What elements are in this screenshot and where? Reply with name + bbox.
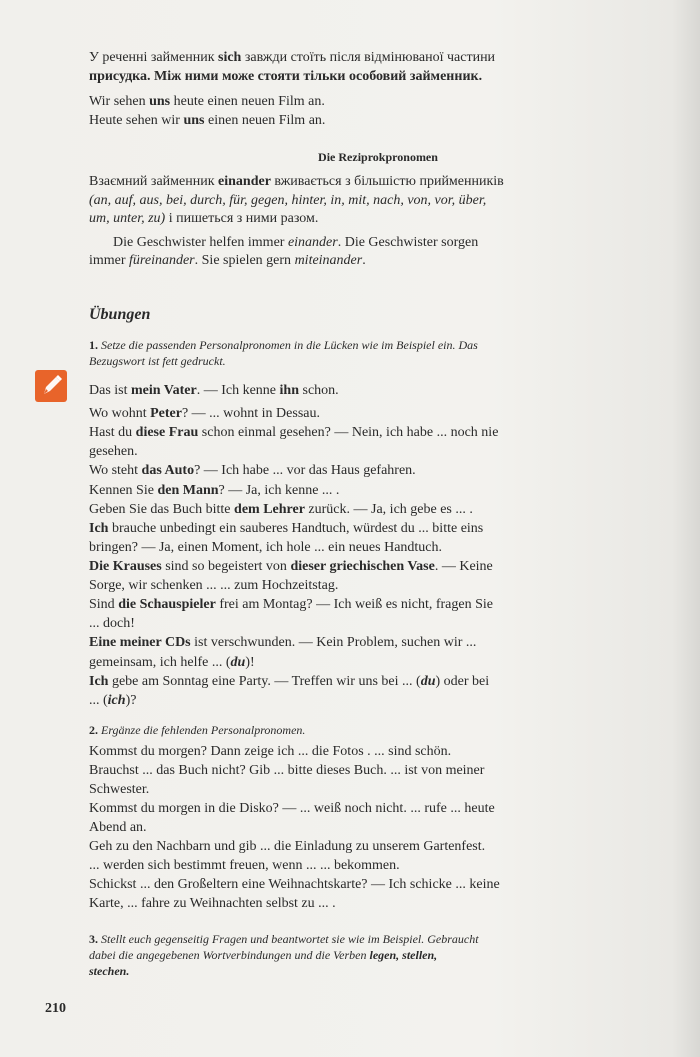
text-segment: ? — Ja, ich kenne ... . (218, 483, 340, 498)
text-segment: . — Keine (434, 559, 493, 574)
exercise-1-instruction-1: 1. Setze die passenden Personalpronomen in die Lücken wie im Beispiel ein. Das (89, 338, 478, 352)
exercise-2-line: Abend an. (89, 820, 147, 835)
text-segment: Hast du (89, 425, 136, 440)
text-segment: ... doch! (89, 616, 135, 631)
text-segment: ist verschwunden. — Kein Problem, suchen wir ... (190, 635, 477, 650)
exercise-2-line: Schickst ... den Großeltern eine Weihnachtskarte? — Ich schicke ... keine (89, 877, 500, 892)
exercise-2-line: Karte, ... fahre zu Weihnachten selbst zu ... . (89, 896, 336, 911)
text-segment: gesehen. (89, 444, 138, 459)
text-segment: )! (245, 655, 255, 670)
exercise-1-line (89, 598, 493, 612)
exercise-3-line-1: 3. Stellt euch gegenseitig Fragen und beantwortet sie wie im Beispiel. Gebraucht (89, 932, 479, 946)
exercise-1-line (89, 407, 320, 421)
text-segment: Kennen Sie (89, 483, 158, 498)
exercise-2-line: Brauchst ... das Buch nicht? Gib ... bitte dieses Buch. ... ist von meiner (89, 763, 485, 778)
exercise-1-line (89, 464, 416, 478)
exercise-2-instruction: 2. Ergänze die fehlenden Personalpronomen. (89, 723, 306, 737)
text-segment: Sind (89, 597, 119, 612)
bold-word: ihn (279, 383, 299, 398)
exercise-1-instruction-2: Bezugswort ist fett gedruckt. (89, 354, 226, 368)
bold-word: mein Vater (131, 383, 197, 398)
exercise-1-line (89, 617, 135, 631)
text-segment: . — Ich kenne (196, 383, 280, 398)
exercise-2-line: Kommst du morgen? Dann zeige ich ... die Fotos . ... sind schön. (89, 744, 452, 759)
text-segment: )? (125, 693, 137, 708)
exercise-1-line (89, 694, 136, 708)
bold-word: diese Frau (135, 425, 199, 440)
intro-example-1: Wir sehen uns heute einen neuen Film an. (89, 94, 325, 109)
section-title: Die Reziprokpronomen (318, 150, 438, 164)
intro-example-2: Heute sehen wir uns einen neuen Film an. (89, 113, 326, 128)
bold-word: du (420, 674, 436, 689)
bold-word: den Mann (157, 483, 219, 498)
text-segment: Wo steht (89, 463, 142, 478)
bold-word: Peter (150, 406, 182, 421)
bold-word: Die Krauses (89, 559, 162, 574)
text-segment: schon. (299, 383, 339, 398)
exercise-1-line (89, 656, 255, 670)
exercise-2-line: Kommst du morgen in die Disko? — ... weiß noch nicht. ... rufe ... heute (89, 801, 495, 816)
exercise-1-line (89, 426, 498, 440)
bold-word: Ich (89, 521, 109, 536)
exercise-1-line (89, 484, 339, 498)
exercise-1-line (89, 560, 493, 574)
text-segment: Wo wohnt (89, 406, 151, 421)
bold-word: die Schauspieler (118, 597, 216, 612)
reziprok-line-3: um, unter, zu) і пишеться з ними разом. (89, 211, 319, 226)
text-segment: Sorge, wir schenken ... ... zum Hochzeitstag. (89, 578, 339, 593)
text-segment: Das ist (89, 383, 131, 398)
text-segment: Geben Sie das Buch bitte (89, 502, 235, 517)
bold-word: das Auto (141, 463, 195, 478)
reziprok-example-2: immer füreinander. Sie spielen gern miteinander. (89, 253, 366, 268)
text-segment: zurück. — Ja, ich gebe es ... . (304, 502, 473, 517)
bold-word: du (230, 655, 246, 670)
reziprok-line-2: (an, auf, aus, bei, durch, für, gegen, hinter, in, mit, nach, von, vor, über, (89, 193, 487, 208)
text-segment: gemeinsam, ich helfe ... ( (89, 655, 231, 670)
text-segment: ? — Ich habe ... vor das Haus gefahren. (194, 463, 416, 478)
exercise-1-line (89, 541, 442, 555)
reziprok-line-1: Взаємний займенник einander вживається з більшістю прийменників (89, 174, 504, 189)
text-segment: ? — ... wohnt in Dessau. (181, 406, 320, 421)
text-segment: bringen? — Ja, einen Moment, ich hole ... ein neues Handtuch. (89, 540, 443, 555)
text-segment: gebe am Sonntag eine Party. — Treffen wir uns bei ... ( (108, 674, 421, 689)
intro-line-1: У реченні займенник sich завжди стоїть після відмінюваної частини (89, 50, 496, 65)
intro-line-2: присудка. Між ними може стояти тільки особовий займенник. (89, 69, 483, 84)
exercise-1-line (89, 384, 339, 398)
text-segment: frei am Montag? — Ich weiß es nicht, fragen Sie (215, 597, 493, 612)
page-number: 210 (45, 1001, 66, 1016)
text-segment: schon einmal gesehen? — Nein, ich habe ... noch nie (198, 425, 499, 440)
reziprok-example-1: Die Geschwister helfen immer einander. Die Geschwister sorgen (113, 235, 479, 250)
exercise-2-line: Schwester. (89, 782, 150, 797)
text-segment: ) oder bei (435, 674, 490, 689)
exercises-heading: Übungen (89, 306, 151, 323)
exercise-3-line-3: stechen. (89, 964, 130, 978)
exercise-3-line-2: dabei die angegebenen Wortverbindungen und die Verben legen, stellen, (89, 948, 438, 962)
exercise-2-line: Geh zu den Nachbarn und gib ... die Einladung zu unserem Gartenfest. (89, 839, 486, 854)
bold-word: dieser griechischen Vase (290, 559, 435, 574)
bold-word: Ich (89, 674, 109, 689)
exercise-2-line: ... werden sich bestimmt freuen, wenn ... ... bekommen. (89, 858, 400, 873)
exercise-1-line (89, 636, 476, 650)
text-segment: ... ( (89, 693, 108, 708)
exercise-1-line (89, 522, 483, 536)
bold-word: Eine meiner CDs (89, 635, 191, 650)
exercise-1-line (89, 445, 138, 459)
bold-word: ich (107, 693, 126, 708)
exercise-1-line (89, 675, 489, 689)
text-segment: sind so begeistert von (161, 559, 291, 574)
exercise-1-line (89, 503, 473, 517)
bold-word: dem Lehrer (234, 502, 305, 517)
pencil-icon (35, 370, 67, 402)
text-segment: brauche unbedingt ein sauberes Handtuch, würdest du ... bitte eins (108, 521, 484, 536)
exercise-1-line (89, 579, 338, 593)
